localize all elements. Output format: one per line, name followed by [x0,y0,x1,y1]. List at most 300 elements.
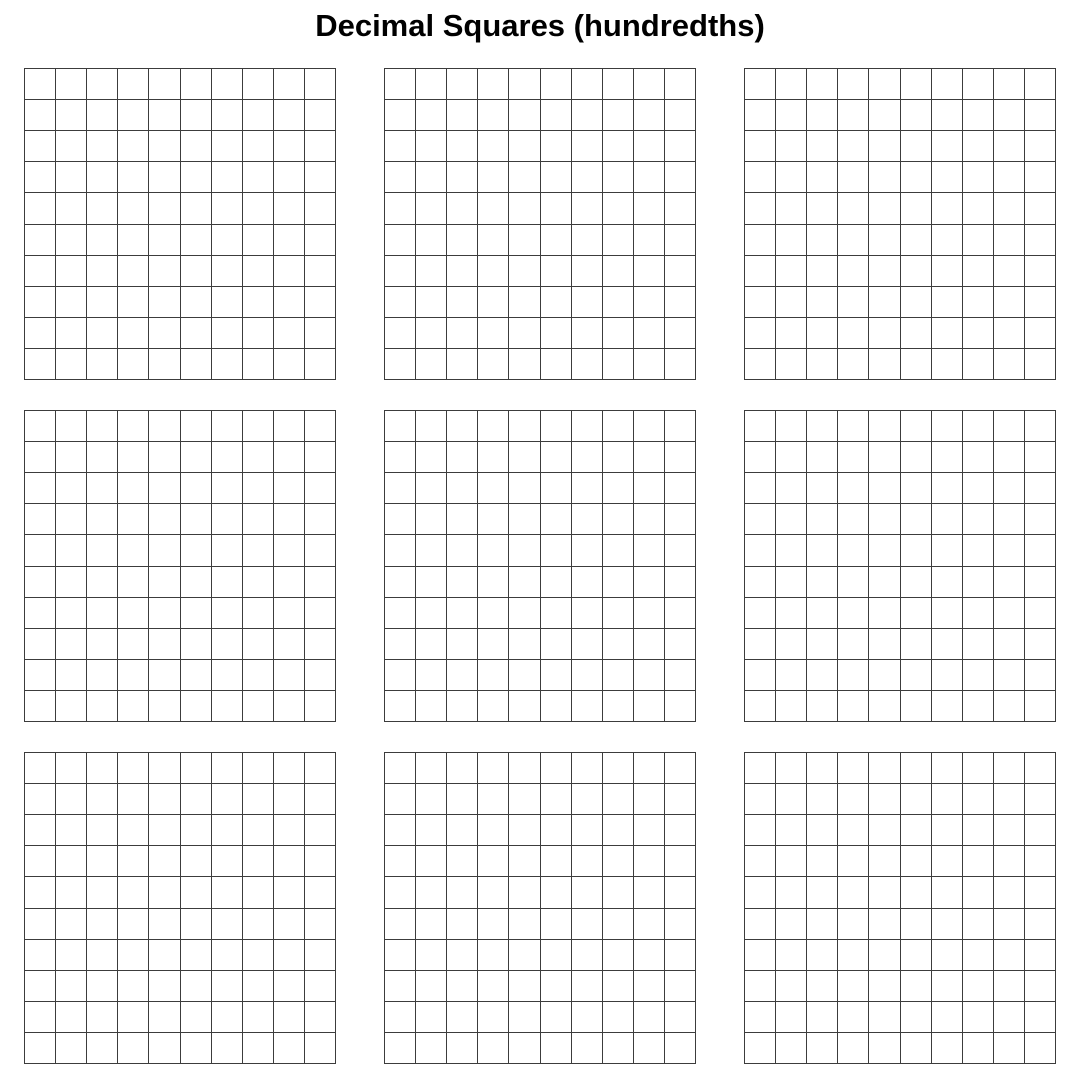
grid-cell [385,225,415,255]
grid-cell [901,473,931,503]
grid-cell [447,318,477,348]
grid-cell [87,1033,117,1063]
grid-cell [994,1033,1024,1063]
grid-cell [1025,473,1055,503]
grid-cell [149,162,179,192]
grid-cell [807,287,837,317]
grid-cell [745,940,775,970]
grid-cell [901,256,931,286]
grid-cell [963,442,993,472]
grid-cell [901,349,931,379]
grid-cell [87,442,117,472]
grid-cell [932,100,962,130]
grid-cell [541,940,571,970]
grid-cell [118,629,148,659]
grid-cell [447,940,477,970]
grid-cell [634,162,664,192]
grid-cell [869,411,899,441]
grid-cell [901,971,931,1001]
grid-cell [932,1033,962,1063]
grid-cell [994,349,1024,379]
grid-cell [149,349,179,379]
grid-cell [181,162,211,192]
grid-cell [212,660,242,690]
grid-cell [838,567,868,597]
grid-cell [869,131,899,161]
grid-cell [541,100,571,130]
grid-cell [56,442,86,472]
grid-cell [212,877,242,907]
grid-cell [838,256,868,286]
grid-cell [509,442,539,472]
grid-cell [838,753,868,783]
grid-cell [305,225,335,255]
grid-cell [963,971,993,1001]
grid-cell [416,940,446,970]
grid-cell [87,225,117,255]
grid-cell [447,535,477,565]
grid-cell [807,411,837,441]
grid-cell [901,846,931,876]
grid-cell [932,753,962,783]
grid-cell [274,846,304,876]
grid-cell [149,504,179,534]
grid-cell [509,660,539,690]
grid-cell [634,193,664,223]
grid-cell [603,691,633,721]
grid-cell [994,100,1024,130]
grid-cell [25,971,55,1001]
grid-cell [932,598,962,628]
grid-cell [603,846,633,876]
grid-cell [25,442,55,472]
grid-cell [901,100,931,130]
grid-cell [25,660,55,690]
grid-cell [25,909,55,939]
grid-cell [776,1002,806,1032]
grid-cell [634,660,664,690]
grid-cell [181,100,211,130]
grid-cell [869,629,899,659]
grid-cell [963,1033,993,1063]
grid-cell [56,784,86,814]
grid-cell [243,193,273,223]
grid-cell [807,877,837,907]
grid-cell [572,349,602,379]
grid-cell [603,1002,633,1032]
grid-cell [181,1033,211,1063]
grid-cell [572,442,602,472]
grid-cell [87,287,117,317]
grid-cell [478,598,508,628]
grid-cell [634,877,664,907]
grid-cell [869,940,899,970]
grid-cell [274,69,304,99]
grid-cell [305,815,335,845]
grid-cell [745,753,775,783]
grid-cell [181,473,211,503]
grid-cell [25,784,55,814]
grid-cell [25,473,55,503]
grid-cell [745,131,775,161]
grid-cell [181,349,211,379]
grid-cell [901,69,931,99]
grid-cell [274,598,304,628]
grid-cell [305,69,335,99]
grid-cell [87,162,117,192]
grid-cell [963,100,993,130]
grid-cell [745,69,775,99]
grid-cell [149,846,179,876]
grid-cell [963,535,993,565]
grid-cell [603,909,633,939]
grid-cell [776,100,806,130]
grid-cell [838,815,868,845]
grid-cell [665,225,695,255]
grid-cell [478,971,508,1001]
grid-cell [963,256,993,286]
grid-cell [1025,784,1055,814]
grid-cell [478,691,508,721]
grid-cell [447,753,477,783]
grid-cell [603,971,633,1001]
grid-cell [416,784,446,814]
grid-cell [1025,940,1055,970]
grid-cell [149,753,179,783]
grid-cell [118,567,148,597]
grid-cell [838,473,868,503]
grid-cell [118,442,148,472]
grid-cell [838,846,868,876]
grid-cell [994,162,1024,192]
grid-cell [416,225,446,255]
grid-cell [149,660,179,690]
grid-cell [807,225,837,255]
grid-cell [274,225,304,255]
grid-cell [634,225,664,255]
grid-cell [776,846,806,876]
grid-cell [478,131,508,161]
grid-cell [807,504,837,534]
grid-cell [963,411,993,441]
grid-cell [509,815,539,845]
grid-cell [25,162,55,192]
grid-cell [243,815,273,845]
grid-cell [25,629,55,659]
grid-cell [305,100,335,130]
grid-cell [634,691,664,721]
grid-cell [572,1033,602,1063]
grid-cell [665,784,695,814]
grid-cell [416,1002,446,1032]
grid-cell [634,815,664,845]
grid-cell [56,567,86,597]
grid-cell [87,660,117,690]
grid-cell [56,504,86,534]
grid-cell [901,1033,931,1063]
grid-cell [149,971,179,1001]
grid-cell [25,131,55,161]
grid-cell [87,411,117,441]
grid-cell [901,877,931,907]
grid-cell [994,69,1024,99]
grid-cell [838,940,868,970]
grid-cell [305,473,335,503]
grid-cell [572,660,602,690]
grid-cell [56,909,86,939]
grid-cell [25,287,55,317]
grid-cell [25,940,55,970]
grid-cell [447,442,477,472]
grid-cell [869,784,899,814]
grid-cell [745,411,775,441]
grid-cell [243,100,273,130]
grid-cell [603,442,633,472]
grid-cell [274,442,304,472]
grid-cell [838,1002,868,1032]
grid-cell [181,287,211,317]
grid-cell [25,815,55,845]
grid-cell [385,877,415,907]
grid-cell [1025,909,1055,939]
grid-cell [963,691,993,721]
grid-cell [994,193,1024,223]
grid-cell [1025,567,1055,597]
grid-cell [634,473,664,503]
grid-cell [869,473,899,503]
grid-cell [305,193,335,223]
grid-cell [25,753,55,783]
grid-cell [385,940,415,970]
grid-cell [745,784,775,814]
grid-cell [509,69,539,99]
grid-cell [572,909,602,939]
grid-cell [665,846,695,876]
grid-cell [212,225,242,255]
grid-cell [149,1002,179,1032]
grid-cell [994,753,1024,783]
grid-cell [901,318,931,348]
grid-cell [963,1002,993,1032]
grid-cell [25,504,55,534]
grid-cell [305,256,335,286]
grid-cell [603,660,633,690]
grid-cell [118,971,148,1001]
grid-cell [212,442,242,472]
grid-cell [541,193,571,223]
grid-cell [901,660,931,690]
grid-cell [149,598,179,628]
grid-cell [385,629,415,659]
grid-cell [509,162,539,192]
grid-cell [745,318,775,348]
grid-cell [87,877,117,907]
grid-cell [963,225,993,255]
grid-cell [665,535,695,565]
grid-cell [994,877,1024,907]
grid-cell [994,940,1024,970]
grid-cell [118,691,148,721]
grid-cell [1025,691,1055,721]
grid-cell [149,287,179,317]
grid-cell [118,69,148,99]
grid-cell [776,877,806,907]
grid-cell [243,753,273,783]
grid-cell [181,318,211,348]
grid-cell [212,629,242,659]
grid-cell [447,69,477,99]
grid-cell [541,535,571,565]
grid-cell [901,442,931,472]
grid-cell [305,318,335,348]
grid-cell [416,877,446,907]
grid-cell [745,473,775,503]
grid-cell [572,411,602,441]
grid-cell [305,940,335,970]
grid-cell [603,473,633,503]
grid-cell [274,100,304,130]
grid-cell [87,504,117,534]
grid-cell [87,629,117,659]
grid-cell [1025,504,1055,534]
grid-cell [149,225,179,255]
grid-cell [305,598,335,628]
grid-cell [963,131,993,161]
grid-cell [56,193,86,223]
grid-cell [665,69,695,99]
grid-cell [385,691,415,721]
decimal-grid [384,752,696,1064]
grid-cell [87,815,117,845]
grid-cell [541,691,571,721]
grid-cell [118,100,148,130]
grid-cell [572,162,602,192]
grid-cell [305,784,335,814]
grid-cell [776,1033,806,1063]
grid-cell [745,256,775,286]
grid-cell [572,256,602,286]
grid-cell [572,598,602,628]
grid-cell [869,660,899,690]
grid-cell [541,287,571,317]
grid-cell [869,100,899,130]
grid-cell [963,598,993,628]
grid-cell [603,877,633,907]
grid-cell [1025,971,1055,1001]
grid-cell [243,504,273,534]
grid-cell [776,753,806,783]
grid-cell [665,473,695,503]
grid-cell [807,442,837,472]
grid-cell [447,162,477,192]
grid-cell [181,225,211,255]
grid-cell [572,815,602,845]
grid-cell [932,846,962,876]
grid-cell [963,349,993,379]
grid-cell [603,100,633,130]
grid-cell [416,193,446,223]
grid-cell [901,598,931,628]
grid-cell [994,660,1024,690]
grid-cell [447,846,477,876]
grid-cell [149,629,179,659]
grid-cell [994,691,1024,721]
grid-cell [509,784,539,814]
grid-cell [274,784,304,814]
grid-cell [901,567,931,597]
grid-cell [634,349,664,379]
grid-cell [745,598,775,628]
grid-cell [274,629,304,659]
grid-cell [212,69,242,99]
grid-cell [385,287,415,317]
grid-cell [932,535,962,565]
grid-cell [416,473,446,503]
grid-cell [541,1002,571,1032]
grid-cell [901,753,931,783]
grid-cell [963,940,993,970]
grid-cell [416,162,446,192]
grid-cell [305,629,335,659]
grid-cell [901,1002,931,1032]
grid-cell [1025,318,1055,348]
grid-cell [25,318,55,348]
grid-cell [25,193,55,223]
grid-cell [478,504,508,534]
grid-cell [807,131,837,161]
grid-cell [665,349,695,379]
grid-cell [87,846,117,876]
grid-cell [963,287,993,317]
grid-cell [447,691,477,721]
grid-cell [901,411,931,441]
grid-cell [181,909,211,939]
grid-cell [1025,1002,1055,1032]
grid-cell [385,100,415,130]
grid-cell [149,100,179,130]
grid-cell [541,629,571,659]
grid-cell [745,660,775,690]
grid-cell [572,691,602,721]
grid-cell [87,473,117,503]
grid-cell [776,971,806,1001]
grid-cell [416,535,446,565]
grid-cell [416,504,446,534]
grid-cell [181,69,211,99]
grid-cell [838,131,868,161]
grid-cell [776,535,806,565]
grid-cell [838,100,868,130]
grid-cell [932,629,962,659]
grid-cell [963,753,993,783]
grid-cell [149,691,179,721]
grid-cell [634,909,664,939]
grid-cell [87,100,117,130]
grid-cell [665,660,695,690]
grid-cell [932,473,962,503]
grid-cell [994,535,1024,565]
grid-cell [305,691,335,721]
grid-cell [932,287,962,317]
grid-cell [385,256,415,286]
grid-cell [149,909,179,939]
grid-cell [869,287,899,317]
grid-cell [25,1002,55,1032]
grid-cell [416,349,446,379]
grid-cell [243,567,273,597]
grid-cell [776,193,806,223]
grid-cell [478,1002,508,1032]
